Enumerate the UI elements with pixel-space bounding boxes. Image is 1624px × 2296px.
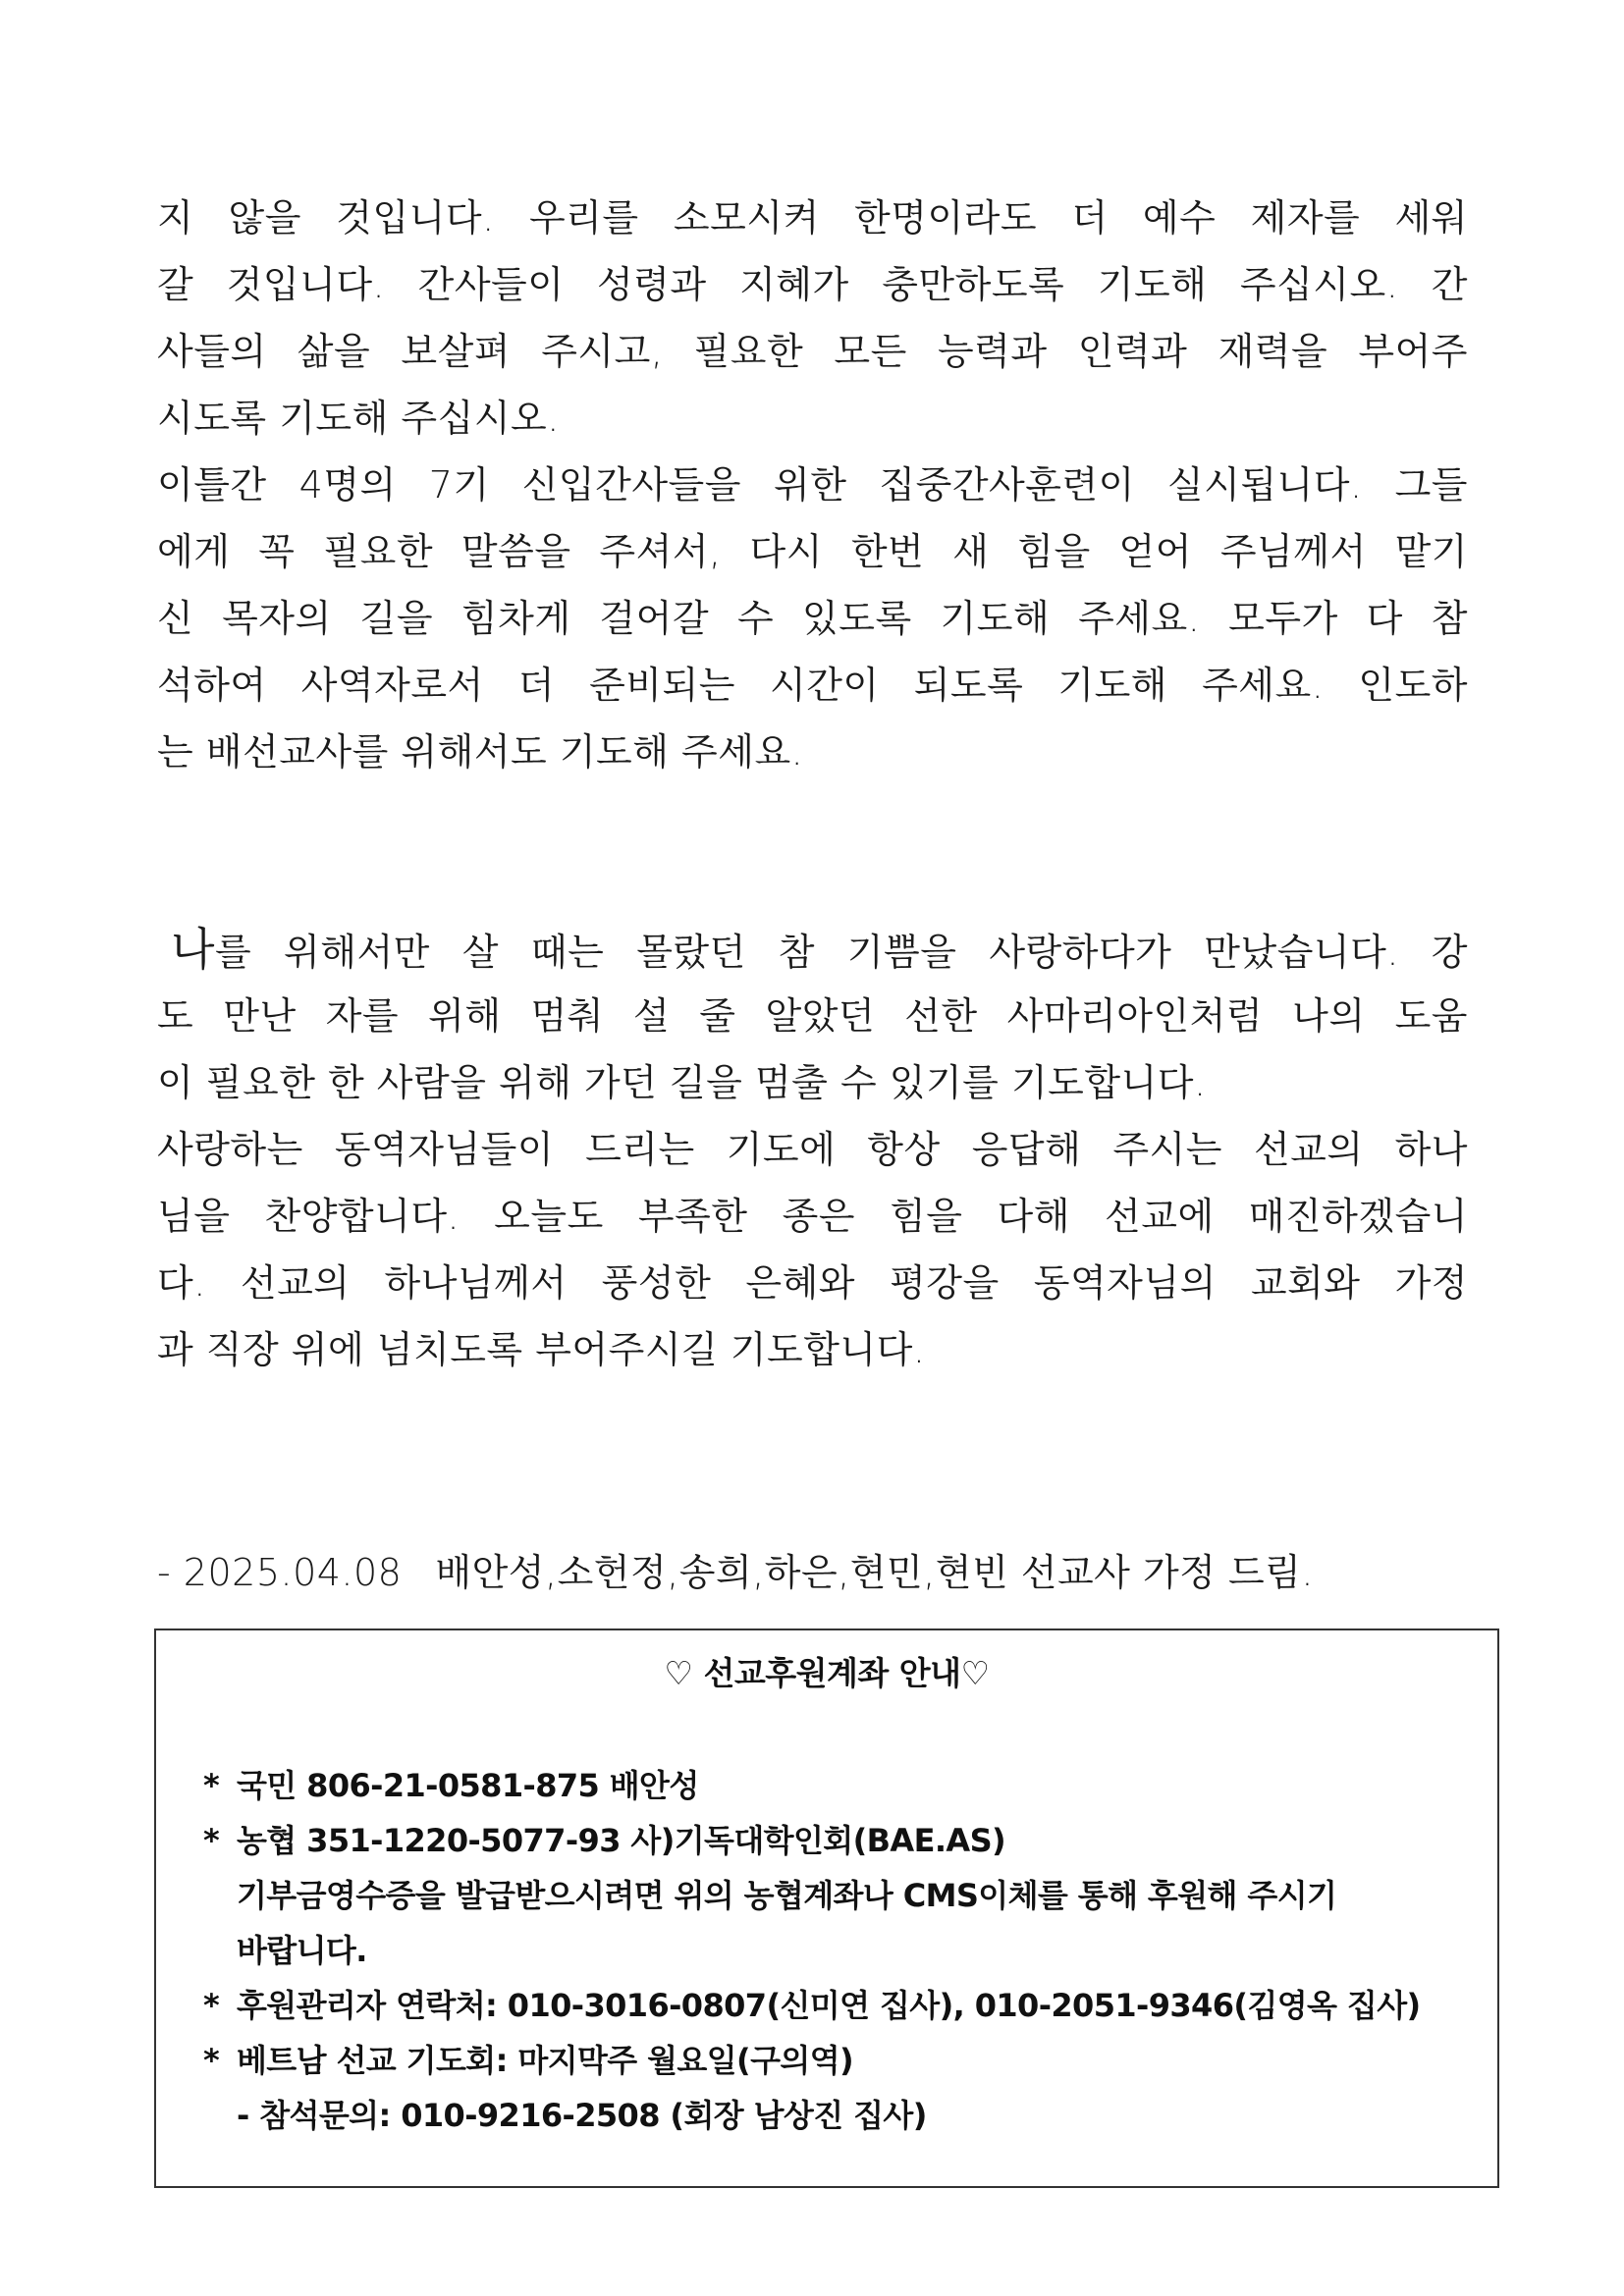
bullet: * <box>203 1822 220 1859</box>
account-kookmin-text: 국민 806-21-0581-875 배안성 <box>237 1767 699 1804</box>
support-info-list <box>203 1758 1489 2143</box>
text-line: 도 만난 자를 위해 멈춰 설 줄 알았던 선한 사마리아인처럼 나의 도움 <box>157 994 1468 1038</box>
receipt-note-line: 바랍니다. <box>237 1932 367 1969</box>
support-contact <box>203 1978 1489 2033</box>
bullet: * <box>203 1767 220 1804</box>
text-line: 이틀간 4명의 7기 신입간사들을 위한 집중간사훈련이 실시됩니다. 그들 <box>157 463 1468 507</box>
text-line: 갈 것입니다. 간사들이 성령과 지혜가 충만하도록 기도해 주십시오. 간 <box>157 263 1468 306</box>
text-line: 석하여 사역자로서 더 준비되는 시간이 되도록 기도해 주세요. 인도하 <box>157 664 1468 707</box>
support-info-box <box>154 1629 1499 2188</box>
signature-line <box>157 1539 1314 1606</box>
text-line: 사랑하는 동역자님들이 드리는 기도에 항상 응답해 주시는 선교의 하나 <box>157 1128 1468 1171</box>
prayer-meeting-text: 베트남 선교 기도회: 마지막주 월요일(구의역) <box>237 2042 854 2079</box>
account-nonghyup-text: 농협 351-1220-5077-93 사)기독대학인회(BAE.AS) <box>237 1822 1006 1859</box>
first-line-rest: 를 위해서만 살 때는 몰랐던 참 기쁨을 사랑하다가 만났습니다. 강 <box>214 931 1468 974</box>
text-line: 신 목자의 길을 힘차게 걸어갈 수 있도록 기도해 주세요. 모두가 다 참 <box>157 597 1468 640</box>
dropcap: 나 <box>171 923 215 976</box>
bullet: * <box>203 1987 220 2024</box>
text-line: 지 않을 것입니다. 우리를 소모시켜 한명이라도 더 예수 제자를 세워 <box>157 196 1468 240</box>
account-nonghyup <box>203 1813 1489 1868</box>
signature-date: - 2025.04.08 <box>157 1551 403 1594</box>
text-line: 시도록 기도해 주십시오. <box>157 397 560 440</box>
signature-text: 배안성,소헌정,송희,하은,현민,현빈 선교사 가정 드림. <box>435 1551 1314 1594</box>
text-line-first <box>157 916 1468 983</box>
text-line: 이 필요한 한 사람을 위해 가던 길을 멈출 수 있기를 기도합니다. <box>157 1061 1207 1104</box>
text-line: 는 배선교사를 위해서도 기도해 주세요. <box>157 730 804 774</box>
attendance-inquiry: - 참석문의: 010-9216-2508 (회장 남상진 집사) <box>237 2097 927 2134</box>
text-line: 사들의 삶을 보살펴 주시고, 필요한 모든 능력과 인력과 재력을 부어주 <box>157 330 1468 373</box>
text-line: 에게 꼭 필요한 말씀을 주셔서, 다시 한번 새 힘을 얻어 주님께서 맡기 <box>157 530 1468 573</box>
account-kookmin <box>203 1758 1489 1813</box>
text-line: 님을 찬양합니다. 오늘도 부족한 종은 힘을 다해 선교에 매진하겠습니 <box>157 1195 1468 1238</box>
support-box-title: ♡ 선교후원계좌 안내♡ <box>664 1654 990 1692</box>
prayer-meeting <box>203 2033 1489 2088</box>
support-contact-text: 후원관리자 연락처: 010-3016-0807(신미연 집사), 010-2051-9346(김영옥 집사) <box>237 1987 1421 2024</box>
receipt-note-line: 기부금영수증을 발급받으시려면 위의 농협계좌나 CMS이체를 통해 후원해 주시기 <box>237 1877 1337 1914</box>
bullet: * <box>203 2042 220 2079</box>
prayer-paragraph-1 <box>157 185 1468 785</box>
text-line: 과 직장 위에 넘치도록 부어주시길 기도합니다. <box>157 1328 926 1371</box>
text-line: 다. 선교의 하나님께서 풍성한 은혜와 평강을 동역자님의 교회와 가정 <box>157 1261 1468 1305</box>
prayer-paragraph-2 <box>157 916 1468 1383</box>
